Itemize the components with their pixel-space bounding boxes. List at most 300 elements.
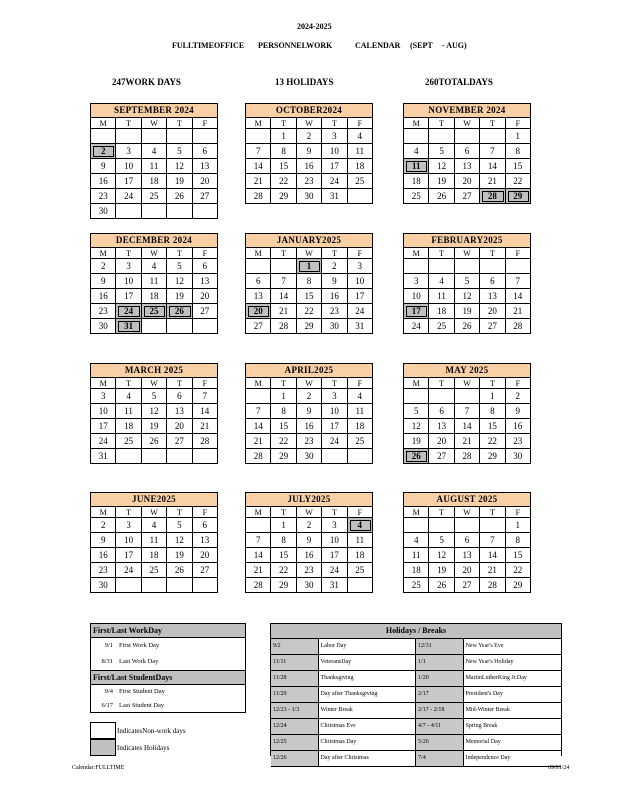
holiday-date: 2/17 xyxy=(416,687,464,702)
day-cell: 29 xyxy=(506,578,531,593)
holiday-name: Independence Day xyxy=(465,755,511,761)
day-cell: 14 xyxy=(246,419,271,434)
month-grid xyxy=(403,248,531,334)
day-cell: 6 xyxy=(193,144,218,159)
day-cell: 17 xyxy=(116,548,141,563)
day-cell xyxy=(322,449,347,464)
weekday-label: W xyxy=(142,118,167,129)
total-days-summary: 260TOTALDAYS xyxy=(425,77,493,87)
weekday-label: M xyxy=(246,378,271,389)
weekday-label: F xyxy=(193,248,218,259)
day-cell: 8 xyxy=(271,144,296,159)
title-part-4: (SEPT xyxy=(410,41,433,50)
day-cell: 8 xyxy=(297,274,322,289)
day-cell: 25 xyxy=(116,434,141,449)
day-cell xyxy=(348,189,373,204)
weekday-label: W xyxy=(142,378,167,389)
holiday-row xyxy=(271,703,561,719)
day-cell: 7 xyxy=(506,274,531,289)
day-cell: 23 xyxy=(91,563,116,578)
day-cell: 26 xyxy=(455,319,480,334)
day-cell: 13 xyxy=(193,274,218,289)
workday-row xyxy=(91,638,245,654)
day-cell: 30 xyxy=(91,578,116,593)
weekday-label: F xyxy=(348,378,373,389)
title-part-5: - AUG) xyxy=(442,41,467,50)
day-cell: 19 xyxy=(142,419,167,434)
day-cell: 28 xyxy=(246,189,271,204)
day-cell: 4 xyxy=(348,129,373,144)
day-cell: 18 xyxy=(142,289,167,304)
weekday-label: W xyxy=(297,378,322,389)
day-cell xyxy=(404,129,429,144)
holiday-name: Day after Christmas xyxy=(319,751,417,766)
day-cell: 24 xyxy=(91,434,116,449)
day-cell xyxy=(404,259,429,274)
day-cell xyxy=(429,129,454,144)
day-cell: 2 xyxy=(322,259,347,274)
day-cell: 25 xyxy=(142,189,167,204)
holiday-cell: 26 xyxy=(404,449,429,464)
day-cell: 12 xyxy=(167,159,192,174)
day-cell: 20 xyxy=(455,174,480,189)
holiday-name: Thanksgiving xyxy=(319,671,417,686)
workday-date: 8/31 xyxy=(101,658,113,665)
weekday-label: T xyxy=(116,248,141,259)
day-cell: 21 xyxy=(271,304,296,319)
day-cell xyxy=(142,129,167,144)
month-calendar xyxy=(245,103,373,204)
day-cell: 6 xyxy=(193,518,218,533)
title-part-1: FULLTIMEOFFICE xyxy=(172,41,245,50)
day-cell xyxy=(193,204,218,219)
day-cell: 14 xyxy=(246,159,271,174)
day-cell: 5 xyxy=(142,389,167,404)
day-cell xyxy=(142,204,167,219)
month-title: JANUARY2025 xyxy=(245,233,373,248)
month-grid xyxy=(90,507,218,593)
day-cell: 11 xyxy=(142,274,167,289)
day-cell: 28 xyxy=(271,319,296,334)
day-cell: 14 xyxy=(193,404,218,419)
day-cell: 13 xyxy=(429,419,454,434)
day-cell: 14 xyxy=(455,419,480,434)
day-cell xyxy=(167,204,192,219)
day-cell: 27 xyxy=(193,304,218,319)
day-cell: 18 xyxy=(142,548,167,563)
non-work-legend: IndicatesNon-work days xyxy=(117,727,186,735)
day-cell: 1 xyxy=(506,518,531,533)
day-cell: 10 xyxy=(322,404,347,419)
day-cell xyxy=(455,389,480,404)
day-cell: 23 xyxy=(91,189,116,204)
weekday-label: F xyxy=(193,378,218,389)
weekday-label: M xyxy=(246,248,271,259)
day-cell: 28 xyxy=(480,578,505,593)
holiday-date: 9/2 xyxy=(271,639,319,654)
holiday-name: New Year's Holiday xyxy=(465,659,514,665)
day-cell: 18 xyxy=(116,419,141,434)
day-cell: 22 xyxy=(506,174,531,189)
day-cell: 21 xyxy=(506,304,531,319)
day-cell: 19 xyxy=(167,174,192,189)
day-cell: 4 xyxy=(142,259,167,274)
weekday-label: T xyxy=(116,118,141,129)
day-cell: 10 xyxy=(322,144,347,159)
day-cell: 11 xyxy=(348,404,373,419)
weekday-label: F xyxy=(193,118,218,129)
day-cell xyxy=(429,389,454,404)
holiday-row xyxy=(271,639,561,655)
day-cell: 8 xyxy=(271,404,296,419)
day-cell xyxy=(404,389,429,404)
day-cell: 14 xyxy=(480,159,505,174)
day-cell: 30 xyxy=(297,578,322,593)
weekday-label: T xyxy=(167,378,192,389)
holiday-cell: 26 xyxy=(167,304,192,319)
day-cell: 28 xyxy=(246,578,271,593)
holiday-cell: 29 xyxy=(506,189,531,204)
day-cell: 19 xyxy=(404,434,429,449)
month-title: NOVEMBER 2024 xyxy=(403,103,531,118)
day-cell xyxy=(455,129,480,144)
day-cell xyxy=(116,129,141,144)
day-cell: 13 xyxy=(480,289,505,304)
day-cell xyxy=(480,129,505,144)
holiday-legend: Indicates Holidays xyxy=(117,744,170,752)
day-cell: 3 xyxy=(91,389,116,404)
day-cell: 28 xyxy=(455,449,480,464)
day-cell: 10 xyxy=(116,159,141,174)
month-title: AUGUST 2025 xyxy=(403,492,531,507)
day-cell: 18 xyxy=(348,419,373,434)
weekday-label: T xyxy=(480,507,505,518)
weekday-label: M xyxy=(404,507,429,518)
day-cell: 8 xyxy=(271,533,296,548)
day-cell xyxy=(167,578,192,593)
day-cell: 24 xyxy=(116,189,141,204)
day-cell: 14 xyxy=(271,289,296,304)
holiday-swatch xyxy=(90,739,116,756)
weekday-label: M xyxy=(91,118,116,129)
holiday-cell: 28 xyxy=(480,189,505,204)
day-cell: 13 xyxy=(167,404,192,419)
holiday-date: 12/26 xyxy=(271,751,319,766)
day-cell: 5 xyxy=(404,404,429,419)
day-cell: 22 xyxy=(506,563,531,578)
day-cell: 29 xyxy=(480,449,505,464)
day-cell xyxy=(193,319,218,334)
day-cell: 14 xyxy=(506,289,531,304)
title-part-3: CALENDAR xyxy=(355,41,401,50)
day-cell: 3 xyxy=(116,144,141,159)
weekday-label: W xyxy=(297,118,322,129)
holiday-cell: 25 xyxy=(142,304,167,319)
day-cell: 16 xyxy=(91,289,116,304)
holidays-table-title: Holidays / Breaks xyxy=(271,624,561,639)
month-grid xyxy=(245,248,373,334)
weekday-label: W xyxy=(142,507,167,518)
day-cell xyxy=(116,449,141,464)
day-cell: 13 xyxy=(246,289,271,304)
first-last-box xyxy=(90,623,246,713)
day-cell xyxy=(116,578,141,593)
day-cell: 22 xyxy=(271,563,296,578)
weekday-label: T xyxy=(271,378,296,389)
day-cell: 2 xyxy=(506,389,531,404)
month-grid xyxy=(245,378,373,464)
day-cell xyxy=(429,518,454,533)
day-cell: 31 xyxy=(91,449,116,464)
day-cell: 11 xyxy=(348,533,373,548)
day-cell: 9 xyxy=(91,274,116,289)
weekday-label: M xyxy=(246,118,271,129)
day-cell: 12 xyxy=(142,404,167,419)
day-cell: 27 xyxy=(480,319,505,334)
holiday-name: President's Day xyxy=(465,691,503,697)
holiday-date: 12/23 - 1/3 xyxy=(271,703,319,718)
holiday-date: 4/7 - 4/11 xyxy=(416,719,464,734)
day-cell xyxy=(167,319,192,334)
day-cell: 31 xyxy=(322,578,347,593)
weekday-label: M xyxy=(404,248,429,259)
weekday-label: F xyxy=(348,507,373,518)
day-cell xyxy=(116,204,141,219)
weekday-label: T xyxy=(116,378,141,389)
student-row xyxy=(91,685,245,699)
weekday-label: F xyxy=(193,507,218,518)
day-cell: 5 xyxy=(455,274,480,289)
day-cell: 19 xyxy=(167,289,192,304)
footer-date: 09/01/24 xyxy=(548,765,570,771)
holiday-row xyxy=(271,719,561,735)
weekday-label: T xyxy=(480,248,505,259)
day-cell: 24 xyxy=(322,434,347,449)
work-days-summary: 247WORK DAYS xyxy=(112,77,181,87)
day-cell: 20 xyxy=(167,419,192,434)
month-calendar xyxy=(90,492,218,593)
day-cell: 18 xyxy=(142,174,167,189)
weekday-label: T xyxy=(322,248,347,259)
day-cell: 19 xyxy=(429,563,454,578)
day-cell: 13 xyxy=(193,533,218,548)
month-title: DECEMBER 2024 xyxy=(90,233,218,248)
holiday-name: Mid-Winter Break xyxy=(465,707,510,713)
day-cell xyxy=(429,259,454,274)
day-cell: 4 xyxy=(429,274,454,289)
day-cell: 6 xyxy=(455,144,480,159)
holiday-date: 12/25 xyxy=(271,735,319,750)
day-cell: 10 xyxy=(116,533,141,548)
day-cell: 12 xyxy=(167,533,192,548)
day-cell: 10 xyxy=(322,533,347,548)
weekday-label: T xyxy=(480,118,505,129)
day-cell: 3 xyxy=(116,518,141,533)
day-cell: 4 xyxy=(142,144,167,159)
holiday-date: 7/4 xyxy=(416,751,464,766)
day-cell: 28 xyxy=(193,434,218,449)
weekday-label: F xyxy=(506,248,531,259)
day-cell: 3 xyxy=(322,389,347,404)
day-cell: 4 xyxy=(142,518,167,533)
day-cell: 6 xyxy=(480,274,505,289)
month-title: JULY2025 xyxy=(245,492,373,507)
weekday-label: T xyxy=(271,507,296,518)
holiday-row xyxy=(271,687,561,703)
day-cell: 29 xyxy=(271,189,296,204)
workday-date: 9/1 xyxy=(104,642,113,649)
day-cell: 19 xyxy=(167,548,192,563)
day-cell xyxy=(271,259,296,274)
day-cell: 13 xyxy=(193,159,218,174)
holiday-name: Labor Day xyxy=(319,639,417,654)
day-cell: 25 xyxy=(142,563,167,578)
month-calendar xyxy=(90,233,218,334)
holiday-name: Spring Break xyxy=(465,723,498,729)
weekday-label: M xyxy=(91,248,116,259)
non-work-swatch xyxy=(90,722,116,739)
day-cell: 5 xyxy=(167,518,192,533)
day-cell: 21 xyxy=(480,563,505,578)
day-cell xyxy=(167,449,192,464)
day-cell: 18 xyxy=(348,548,373,563)
day-cell: 30 xyxy=(91,204,116,219)
holiday-name: Christmas Eve xyxy=(319,719,417,734)
title-part-2: PERSONNELWORK xyxy=(258,41,333,50)
month-grid xyxy=(245,118,373,204)
holiday-cell: 4 xyxy=(348,518,373,533)
day-cell: 31 xyxy=(322,189,347,204)
student-box-title: First/Last StudentDays xyxy=(91,671,245,685)
day-cell: 15 xyxy=(480,419,505,434)
day-cell xyxy=(142,578,167,593)
day-cell: 27 xyxy=(455,189,480,204)
day-cell: 12 xyxy=(429,548,454,563)
day-cell: 13 xyxy=(455,159,480,174)
day-cell: 17 xyxy=(91,419,116,434)
day-cell: 4 xyxy=(348,389,373,404)
day-cell: 2 xyxy=(91,259,116,274)
month-title: APRIL2025 xyxy=(245,363,373,378)
day-cell: 7 xyxy=(480,533,505,548)
day-cell: 9 xyxy=(322,274,347,289)
holiday-date: 11/11 xyxy=(271,655,319,670)
day-cell: 11 xyxy=(348,144,373,159)
day-cell: 25 xyxy=(404,578,429,593)
day-cell: 23 xyxy=(297,434,322,449)
weekday-label: T xyxy=(429,507,454,518)
day-cell: 21 xyxy=(246,434,271,449)
weekday-label: W xyxy=(297,248,322,259)
day-cell: 29 xyxy=(271,578,296,593)
day-cell: 23 xyxy=(322,304,347,319)
weekday-label: W xyxy=(455,378,480,389)
day-cell: 16 xyxy=(297,548,322,563)
day-cell: 24 xyxy=(322,563,347,578)
day-cell: 25 xyxy=(404,189,429,204)
day-cell: 5 xyxy=(429,533,454,548)
day-cell: 23 xyxy=(91,304,116,319)
day-cell xyxy=(91,129,116,144)
student-row xyxy=(91,699,245,713)
student-label: Last Student Day xyxy=(119,702,165,709)
day-cell: 7 xyxy=(246,144,271,159)
day-cell: 29 xyxy=(297,319,322,334)
month-calendar xyxy=(245,492,373,593)
month-calendar xyxy=(245,233,373,334)
day-cell: 15 xyxy=(506,159,531,174)
day-cell: 20 xyxy=(480,304,505,319)
day-cell: 15 xyxy=(506,548,531,563)
holiday-name: Christmas Day xyxy=(319,735,417,750)
month-title: OCTOBER2024 xyxy=(245,103,373,118)
day-cell: 3 xyxy=(322,518,347,533)
day-cell: 24 xyxy=(404,319,429,334)
day-cell: 7 xyxy=(480,144,505,159)
holiday-row xyxy=(271,735,561,751)
day-cell: 25 xyxy=(348,174,373,189)
day-cell: 6 xyxy=(246,274,271,289)
day-cell: 25 xyxy=(348,563,373,578)
day-cell: 26 xyxy=(429,578,454,593)
day-cell: 23 xyxy=(297,563,322,578)
day-cell: 19 xyxy=(429,174,454,189)
month-grid xyxy=(90,118,218,219)
day-cell: 17 xyxy=(116,289,141,304)
weekday-label: T xyxy=(271,118,296,129)
day-cell xyxy=(193,449,218,464)
day-cell: 16 xyxy=(297,419,322,434)
month-grid xyxy=(403,378,531,464)
workday-label: Last Work Day xyxy=(119,658,159,665)
day-cell: 26 xyxy=(142,434,167,449)
day-cell: 4 xyxy=(404,144,429,159)
day-cell: 3 xyxy=(348,259,373,274)
day-cell: 19 xyxy=(455,304,480,319)
day-cell: 11 xyxy=(404,548,429,563)
holidays-table xyxy=(270,623,562,761)
day-cell: 11 xyxy=(116,404,141,419)
day-cell: 26 xyxy=(167,563,192,578)
day-cell: 20 xyxy=(193,548,218,563)
holiday-date: 1/1 xyxy=(416,655,464,670)
day-cell: 16 xyxy=(322,289,347,304)
day-cell: 6 xyxy=(193,259,218,274)
day-cell: 17 xyxy=(322,159,347,174)
day-cell: 30 xyxy=(506,449,531,464)
weekday-label: T xyxy=(429,378,454,389)
weekday-label: T xyxy=(480,378,505,389)
day-cell: 17 xyxy=(322,548,347,563)
day-cell: 27 xyxy=(246,319,271,334)
weekday-label: W xyxy=(455,118,480,129)
weekday-label: M xyxy=(246,507,271,518)
weekday-label: F xyxy=(506,507,531,518)
day-cell: 1 xyxy=(271,129,296,144)
weekday-label: F xyxy=(348,248,373,259)
day-cell: 21 xyxy=(193,419,218,434)
holiday-name: Day after Thanksgiving xyxy=(319,687,417,702)
day-cell: 28 xyxy=(246,449,271,464)
holidays-summary: 13 HOLIDAYS xyxy=(275,77,334,87)
day-cell: 30 xyxy=(322,319,347,334)
day-cell: 10 xyxy=(91,404,116,419)
day-cell: 20 xyxy=(193,289,218,304)
holiday-name: New Year's Eve xyxy=(465,643,504,649)
holiday-cell: 17 xyxy=(404,304,429,319)
day-cell xyxy=(246,389,271,404)
day-cell: 11 xyxy=(429,289,454,304)
